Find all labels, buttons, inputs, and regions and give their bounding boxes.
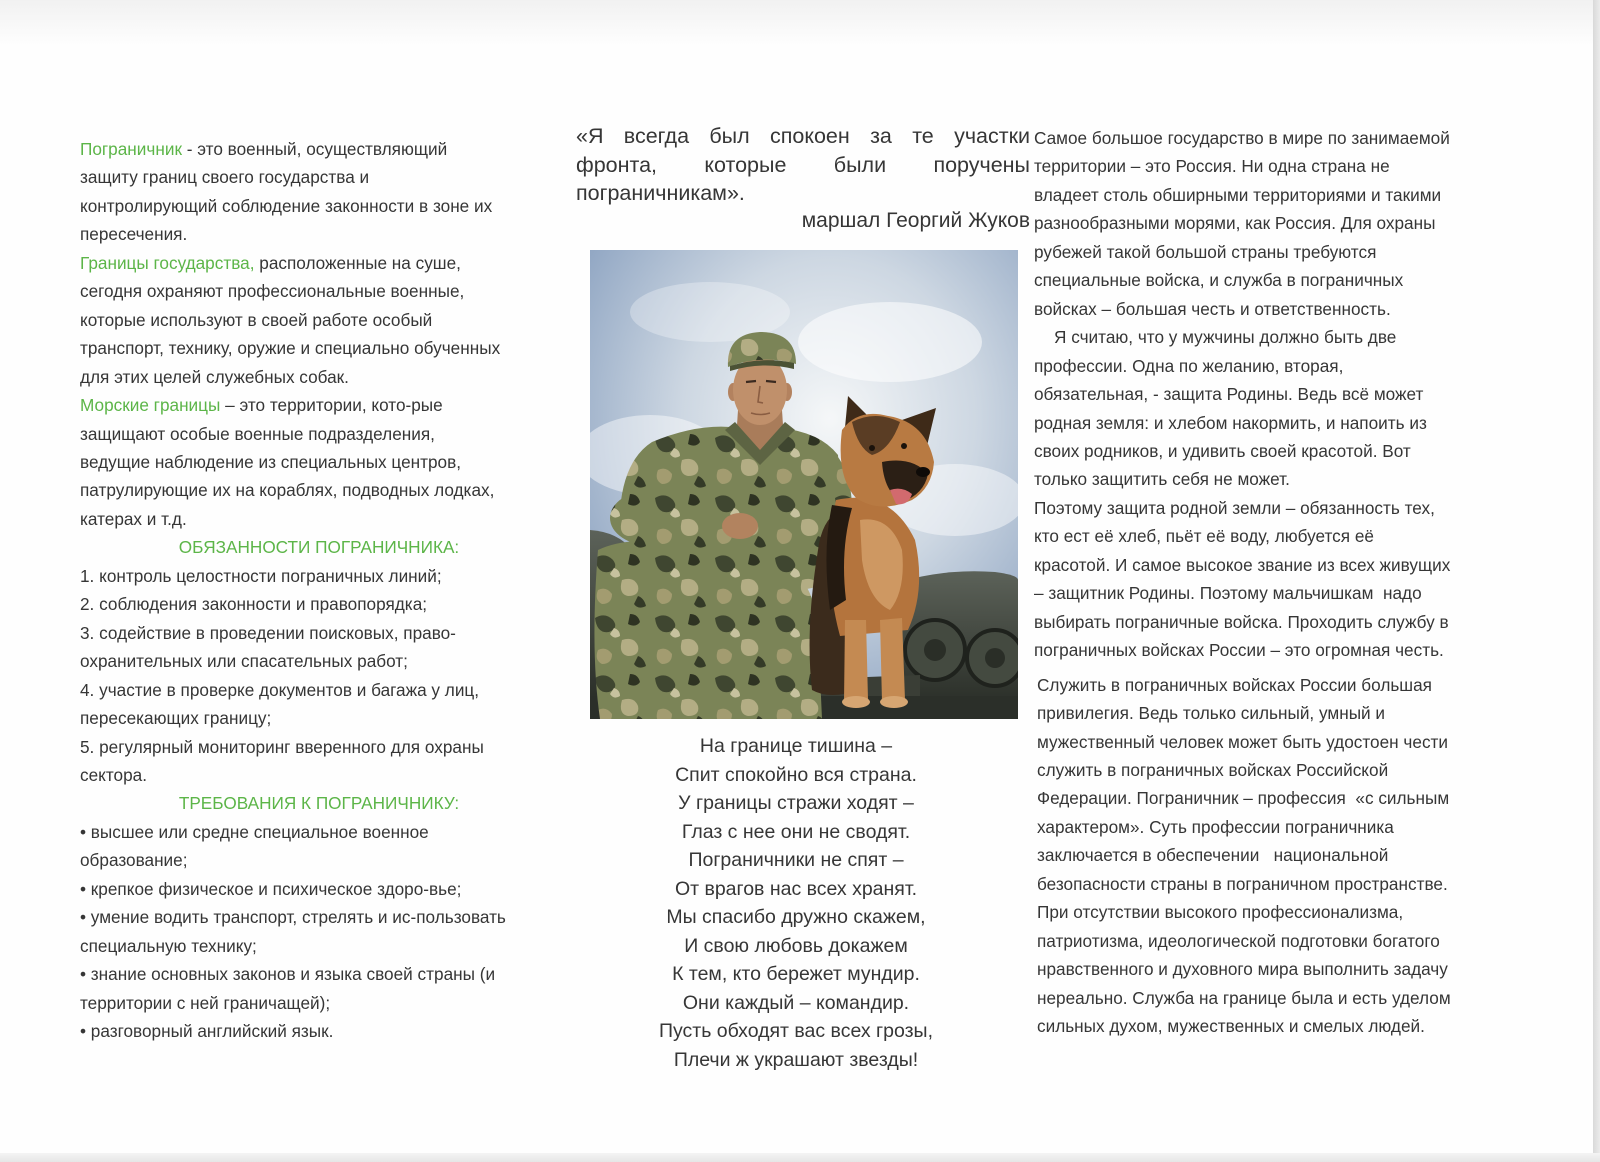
scan-edge-bottom bbox=[0, 1153, 1600, 1162]
soldier-hand bbox=[722, 513, 758, 539]
duties-list bbox=[80, 562, 558, 790]
scan-edge-right bbox=[1593, 0, 1600, 1162]
text-line: только защитить себя не может. bbox=[1034, 469, 1290, 490]
text-line: специальные войска, и служба в пограничных bbox=[1034, 270, 1404, 291]
poem-line: Плечи ж украшают звезды! bbox=[673, 1048, 919, 1071]
dog-front-leg bbox=[844, 620, 868, 702]
text-line: контролирующий соблюдение законности в зоне их bbox=[80, 195, 493, 216]
quote-line: пограничникам». bbox=[576, 181, 745, 205]
scan-top-tone bbox=[0, 0, 1600, 46]
right-column bbox=[1034, 124, 1524, 1041]
text-line: пограничных войсках России – это огромная честь. bbox=[1034, 640, 1444, 661]
requirement-item-line: специальную технику; bbox=[80, 935, 257, 956]
border-guard-definition bbox=[80, 135, 558, 249]
text-line: нравственного и духовного мира выполнить задачу bbox=[1037, 959, 1448, 980]
duty-item-line: 5. регулярный мониторинг вверенного для охраны bbox=[80, 736, 484, 757]
soldier-knee bbox=[610, 490, 694, 546]
poem-line: Пусть обходят вас всех грозы, bbox=[659, 1020, 933, 1042]
text-fragment: расположенные на суше, bbox=[254, 252, 461, 273]
text-fragment: – это территории, кото-рые bbox=[220, 395, 443, 416]
tank-wheel-hub bbox=[985, 648, 1005, 668]
text-line: красотой. И самое высокое звание из всех живущих bbox=[1034, 554, 1451, 575]
text-line: территории – это Россия. Ни одна страна не bbox=[1034, 156, 1390, 177]
paragraph-lines bbox=[80, 277, 558, 391]
duties-heading: ОБЯЗАННОСТИ ПОГРАНИЧНИКА: bbox=[178, 537, 460, 558]
duty-item-line: пересекающих границу; bbox=[80, 708, 272, 729]
service-privilege-paragraph bbox=[1037, 671, 1524, 1041]
poem-line: Пограничники не спят – bbox=[688, 849, 904, 871]
text-line: своих родников, и удивить своей красотой. Вот bbox=[1034, 440, 1411, 461]
requirement-item-line: • умение водить транспорт, стрелять и ис-пользовать bbox=[80, 907, 506, 928]
soldier-with-dog-photo bbox=[590, 250, 1018, 719]
duty-item-line: сектора. bbox=[80, 764, 147, 785]
poem-line: К тем, кто бережет мундир. bbox=[672, 963, 920, 985]
text-line: патрулирующие их на кораблях, подводных лодках, bbox=[80, 480, 495, 501]
state-borders-paragraph bbox=[80, 249, 558, 391]
text-line: профессии. Одна по желанию, вторая, bbox=[1034, 355, 1344, 376]
text-line: сегодня охраняют профессиональные военные, bbox=[80, 281, 465, 302]
cloud bbox=[798, 302, 982, 382]
text-line: Я считаю, что у мужчины должно быть две bbox=[1054, 327, 1397, 348]
russia-paragraph bbox=[1034, 124, 1524, 323]
two-professions-paragraph bbox=[1034, 323, 1524, 494]
requirements-heading: ТРЕБОВАНИЯ К ПОГРАНИЧНИКУ: bbox=[178, 793, 460, 814]
dog-eye bbox=[869, 445, 875, 451]
text-line: Служить в пограничных войсках России большая bbox=[1037, 674, 1432, 695]
poem-line: Спит спокойно вся страна. bbox=[675, 763, 917, 786]
zhukov-quote bbox=[576, 122, 1030, 208]
poem-line: И свою любовь докажем bbox=[684, 934, 908, 957]
dog-paw bbox=[880, 696, 908, 708]
dog-nose bbox=[916, 467, 930, 477]
poem-line: Мы спасибо дружно скажем, bbox=[666, 906, 926, 928]
dog-paw bbox=[842, 696, 870, 708]
text-line: безопасности страны в пограничном пространстве. bbox=[1037, 873, 1448, 894]
duty-item-line: 4. участие в проверке документов и багажа у лиц, bbox=[80, 679, 480, 700]
text-line: характером». Суть профессии пограничника bbox=[1037, 816, 1394, 837]
text-line: транспорт, технику, оружие и специально обученных bbox=[80, 338, 501, 359]
text-line: пересечения. bbox=[80, 224, 188, 245]
requirement-item-line: • разговорный английский язык. bbox=[80, 1021, 334, 1042]
text-line: сильных духом, мужественных и смелых людей. bbox=[1037, 1016, 1425, 1037]
text-line: ведущие наблюдение из специальных центров, bbox=[80, 451, 462, 472]
duty-item-line: 3. содействие в проведении поисковых, право- bbox=[80, 622, 456, 643]
text-line: – защитник Родины. Поэтому мальчишкам надо bbox=[1034, 583, 1422, 604]
duty-item-line: 2. соблюдения законности и правопорядка; bbox=[80, 594, 428, 615]
text-line: обязательная, - защита Родины. Ведь всё может bbox=[1034, 384, 1424, 405]
photo-frame bbox=[590, 250, 1018, 719]
requirement-item-line: • высшее или средне специальное военное bbox=[80, 821, 429, 842]
term-state-borders: Границы государства, bbox=[80, 252, 255, 273]
text-line: выбирать пограничные войска. Проходить службу в bbox=[1034, 611, 1449, 632]
defense-duty-paragraph bbox=[1034, 494, 1524, 665]
text-line: рубежей такой большой страны требуются bbox=[1034, 241, 1377, 262]
text-line: для этих целей служебных собак. bbox=[80, 366, 349, 387]
paragraph-lines bbox=[80, 163, 558, 248]
term-border-guard: Пограничник bbox=[80, 139, 182, 159]
requirements-list bbox=[80, 818, 558, 1046]
text-fragment: - это военный, осуществляющий bbox=[181, 139, 448, 159]
text-line: патриотизма, идеологической подготовки богатого bbox=[1037, 930, 1440, 951]
term-sea-borders: Морские границы bbox=[80, 395, 221, 416]
poem-line: Они каждый – командир. bbox=[682, 991, 910, 1014]
requirement-item-line: • знание основных законов и языка своей страны (и bbox=[80, 964, 496, 985]
text-line: защиту границ своего государства и bbox=[80, 167, 370, 188]
text-line: войсках – большая честь и ответственность. bbox=[1034, 298, 1391, 319]
text-line: которые используют в своей работе особый bbox=[80, 309, 433, 330]
text-line: защищают особые военные подразделения, bbox=[80, 423, 435, 444]
text-line bbox=[80, 249, 558, 277]
duty-item-line: 1. контроль целостности пограничных линий; bbox=[80, 565, 442, 586]
poem bbox=[576, 732, 1016, 1074]
text-line: Поэтому защита родной земли – обязанность тех, bbox=[1034, 497, 1435, 518]
text-line: нереально. Служба на границе была и есть уделом bbox=[1037, 987, 1451, 1008]
text-line: привилегия. Ведь только сильный, умный и bbox=[1037, 703, 1386, 724]
text-line: При отсутствии высокого профессионализма, bbox=[1037, 902, 1404, 923]
text-line: катерах и т.д. bbox=[80, 508, 187, 529]
poem-line: У границы стражи ходят – bbox=[678, 792, 914, 814]
text-line: мужественный человек может быть удостоен чести bbox=[1037, 731, 1449, 752]
text-line: разнообразными морями, как Россия. Для охраны bbox=[1034, 213, 1436, 234]
requirement-item-line: территории с ней граничащей); bbox=[80, 992, 331, 1013]
requirement-item-line: образование; bbox=[80, 850, 188, 871]
tank-wheel-hub bbox=[924, 639, 946, 661]
text-line: заключается в обеспечении национальной bbox=[1037, 845, 1389, 866]
requirement-item-line: • крепкое физическое и психическое здоро-вье; bbox=[80, 878, 462, 899]
paragraph-lines bbox=[80, 420, 558, 534]
duty-item-line: охранительных или спасательных работ; bbox=[80, 651, 408, 672]
sea-borders-paragraph bbox=[80, 391, 558, 533]
poem-line: От врагов нас всех хранят. bbox=[674, 877, 918, 900]
poem-line: Глаз с нее они не сводят. bbox=[681, 820, 911, 843]
text-line bbox=[80, 391, 558, 419]
text-line: Федерации. Пограничник – профессия «с сильным bbox=[1037, 788, 1450, 809]
left-column bbox=[80, 135, 558, 1046]
text-line bbox=[80, 135, 558, 163]
text-line: служить в пограничных войсках Российской bbox=[1037, 759, 1389, 780]
quote-line: «Я всегда был спокоен за те участки bbox=[576, 124, 1030, 148]
text-line: родная земля: и хлебом накормить, и напоить из bbox=[1034, 412, 1427, 433]
poem-line: На границе тишина – bbox=[699, 735, 893, 757]
text-line: владеет столь обширными территориями и такими bbox=[1034, 184, 1442, 205]
dog-eye bbox=[901, 443, 907, 449]
quote-line: фронта, которые были поручены bbox=[576, 152, 1030, 177]
text-line: Самое большое государство в мире по занимаемой bbox=[1034, 128, 1450, 148]
quote-attribution: маршал Георгий Жуков bbox=[801, 209, 1030, 232]
text-line: кто ест её хлеб, пьёт её воду, любуется её bbox=[1034, 526, 1374, 547]
dog-front-leg bbox=[880, 618, 905, 702]
